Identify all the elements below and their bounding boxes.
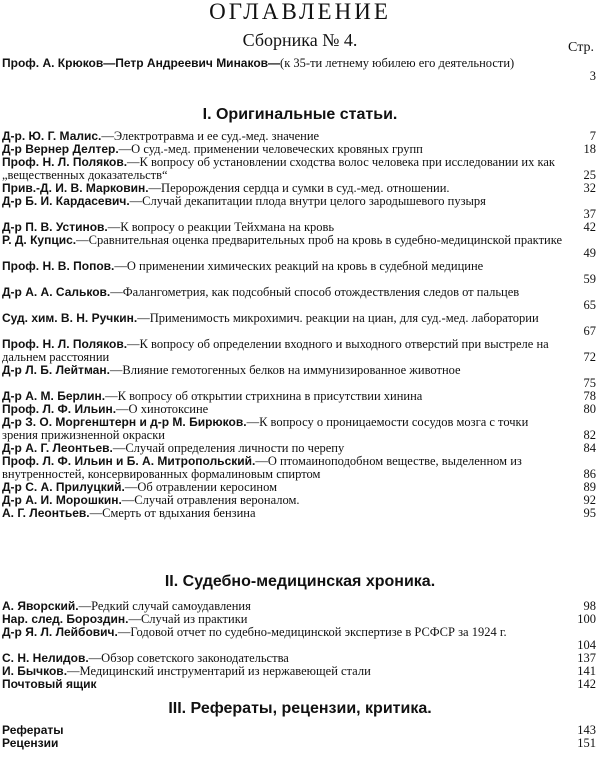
entry-page: 3 — [589, 69, 596, 84]
entry-page: 72 — [583, 350, 596, 365]
entry-page: 104 — [577, 638, 596, 653]
toc-entry — [2, 455, 596, 481]
entry-author: Прив.-Д. И. В. Марковин. — [2, 181, 149, 195]
toc-entry — [2, 195, 596, 221]
toc-entry — [2, 678, 596, 691]
entry-author: Суд. хим. В. Н. Ручкин. — [2, 311, 138, 325]
entry-page: 80 — [583, 402, 596, 417]
entry-author: Проф. Л. Ф. Ильин. — [2, 402, 117, 416]
entry-page: 89 — [583, 480, 596, 495]
toc-entry — [2, 724, 596, 737]
entry-title: (к 35-ти летнему юбилею его деятельности) — [280, 56, 515, 70]
toc-entry — [2, 260, 596, 286]
entry-author: И. Бычков. — [2, 664, 68, 678]
entry-title: —Об отравлении керосином — [124, 480, 278, 494]
toc-entry — [2, 156, 596, 182]
entry-author: Проф. Н. Л. Поляков. — [2, 155, 128, 169]
section-list — [2, 600, 596, 691]
toc-entry — [2, 312, 596, 338]
entry-title: —Редкий случай самоудавления — [78, 599, 251, 613]
entry-page: 65 — [583, 298, 596, 313]
entry-author: Д-р А. И. Морошкин. — [2, 493, 122, 507]
entry-title: —Влияние гемотогенных белков на иммунизированное животное — [109, 363, 461, 377]
toc-entry — [2, 737, 596, 750]
entry-page: 86 — [583, 467, 596, 482]
toc-entry — [2, 286, 596, 312]
entry-page: 92 — [583, 493, 596, 508]
section-list — [2, 130, 596, 520]
toc-entry — [2, 416, 596, 442]
entry-page: 143 — [577, 723, 596, 738]
entry-title: —К вопросу о реакции Тейхмана на кровь — [107, 220, 335, 234]
entry-page: 100 — [577, 612, 596, 627]
entry-title: —О птомаиноподобном веществе, выделенном из внутренностей, консервированных формалиновым спиртом — [2, 454, 522, 481]
entry-page: 84 — [583, 441, 596, 456]
entry-page: 67 — [583, 324, 596, 339]
entry-title: —К вопросу о проницаемости сосудов мозга с точки зрения прижизненной окраски — [2, 415, 529, 442]
page-subtitle: Сборника № 4. — [242, 30, 358, 50]
entry-page: 37 — [583, 207, 596, 222]
toc-entry — [2, 626, 596, 652]
entry-title: —Смерть от вдыхания бензина — [89, 506, 256, 520]
toc-entry — [2, 338, 596, 364]
entry-page: 18 — [583, 142, 596, 157]
entry-author: Проф. Н. Л. Поляков. — [2, 337, 128, 351]
section-list — [2, 724, 596, 750]
entry-title: —Случай определения личности по черепу — [112, 441, 345, 455]
entry-author: Р. Д. Купцис. — [2, 233, 77, 247]
entry-author: А. Г. Леонтьев. — [2, 506, 90, 520]
entry-author: Д-р Я. Л. Лейбович. — [2, 625, 118, 639]
entry-author: Проф. Н. В. Попов. — [2, 259, 115, 273]
entry-author: Проф. А. Крюков—Петр Андреевич Минаков— — [2, 56, 281, 70]
entry-page: 137 — [577, 651, 596, 666]
section-heading: I. Оригинальные статьи. — [202, 106, 398, 123]
page-title: ОГЛАВЛЕНИЕ — [209, 0, 391, 24]
entry-author: Почтовый ящик — [2, 677, 97, 691]
entry-title: —Электротравма и ее суд.-мед. значение — [101, 129, 320, 143]
entry-page: 49 — [583, 246, 596, 261]
entry-title: —Сравнительная оценка предварительных проб на кровь в судебно-медицинской практике — [76, 233, 563, 247]
entry-author: А. Яворский. — [2, 599, 79, 613]
entry-title: —К вопросу об открытии стрихнина в присутствии хинина — [105, 389, 423, 403]
entry-author: Нар. след. Бороздин. — [2, 612, 129, 626]
toc-entry — [2, 507, 596, 520]
entry-page: 75 — [583, 376, 596, 391]
entry-title: —Медицинский инструментарий из нержавеющей стали — [67, 664, 371, 678]
entry-author: Д-р А. М. Берлин. — [2, 389, 106, 403]
toc-entry — [2, 57, 596, 83]
entry-page: 42 — [583, 220, 596, 235]
entry-page: 95 — [583, 506, 596, 521]
entry-page: 98 — [583, 599, 596, 614]
entry-title: —Обзор советского законодательства — [88, 651, 289, 665]
intro-entry — [2, 57, 596, 83]
entry-author: Рефераты — [2, 723, 64, 737]
entry-title: —О применении химических реакций на кровь в судебной медицине — [114, 259, 484, 273]
entry-title: —К вопросу об определении входного и выходного отверстий при выстреле на дальнем расстоянии — [2, 337, 549, 364]
entry-author: Д-р А. Г. Леонтьев. — [2, 441, 113, 455]
section-heading: III. Рефераты, рецензии, критика. — [168, 700, 432, 717]
toc-entry — [2, 364, 596, 390]
page-column-label: Стр. — [568, 40, 594, 55]
entry-page: 151 — [577, 736, 596, 751]
entry-title: —Перорождения сердца и сумки в суд.-мед. отношении. — [148, 181, 450, 195]
entry-author: Д-р Л. Б. Лейтман. — [2, 363, 110, 377]
entry-page: 7 — [589, 129, 596, 144]
entry-title: —Фалангометрия, как подсобный способ отождествления следов от пальцев — [110, 285, 520, 299]
entry-author: С. Н. Нелидов. — [2, 651, 89, 665]
entry-author: Д-р Вернер Делтер. — [2, 142, 119, 156]
entry-page: 141 — [577, 664, 596, 679]
entry-title: —Случай из практики — [128, 612, 248, 626]
entry-title: —Случай декапитации плода внутри целого зародышевого пузыря — [129, 194, 486, 208]
entry-title: —О хинотоксине — [116, 402, 209, 416]
entry-author: Д-р А. А. Сальков. — [2, 285, 111, 299]
entry-page: 32 — [583, 181, 596, 196]
entry-author: Д-р Б. И. Кардасевич. — [2, 194, 130, 208]
entry-author: Д-р З. О. Моргенштерн и д-р М. Бирюков. — [2, 415, 247, 429]
entry-title: —Случай отравления вероналом. — [121, 493, 300, 507]
entry-author: Рецензии — [2, 736, 59, 750]
entry-title: —К вопросу об установлении сходства волос человека при исследовании их как „вещественных доказательств“ — [2, 155, 555, 182]
entry-page: 142 — [577, 677, 596, 692]
entry-page: 59 — [583, 272, 596, 287]
entry-author: Д-р С. А. Прилуцкий. — [2, 480, 125, 494]
toc-entry — [2, 234, 596, 260]
entry-author: Д-р. Ю. Г. Малис. — [2, 129, 102, 143]
entry-author: Проф. Л. Ф. Ильин и Б. А. Митропольский. — [2, 454, 256, 468]
entry-title: —Применимость микрохимич. реакции на циан, для суд.-мед. лаборатории — [137, 311, 539, 325]
entry-page: 82 — [583, 428, 596, 443]
entry-title: —Годовой отчет по судебно-медицинской экспертизе в РСФСР за 1924 г. — [117, 625, 507, 639]
entry-title: —О суд.-мед. применении человеческих кровяных групп — [118, 142, 423, 156]
entry-page: 78 — [583, 389, 596, 404]
section-heading: II. Судебно-медицинская хроника. — [164, 573, 436, 590]
entry-page: 25 — [583, 168, 596, 183]
entry-author: Д-р П. В. Устинов. — [2, 220, 108, 234]
